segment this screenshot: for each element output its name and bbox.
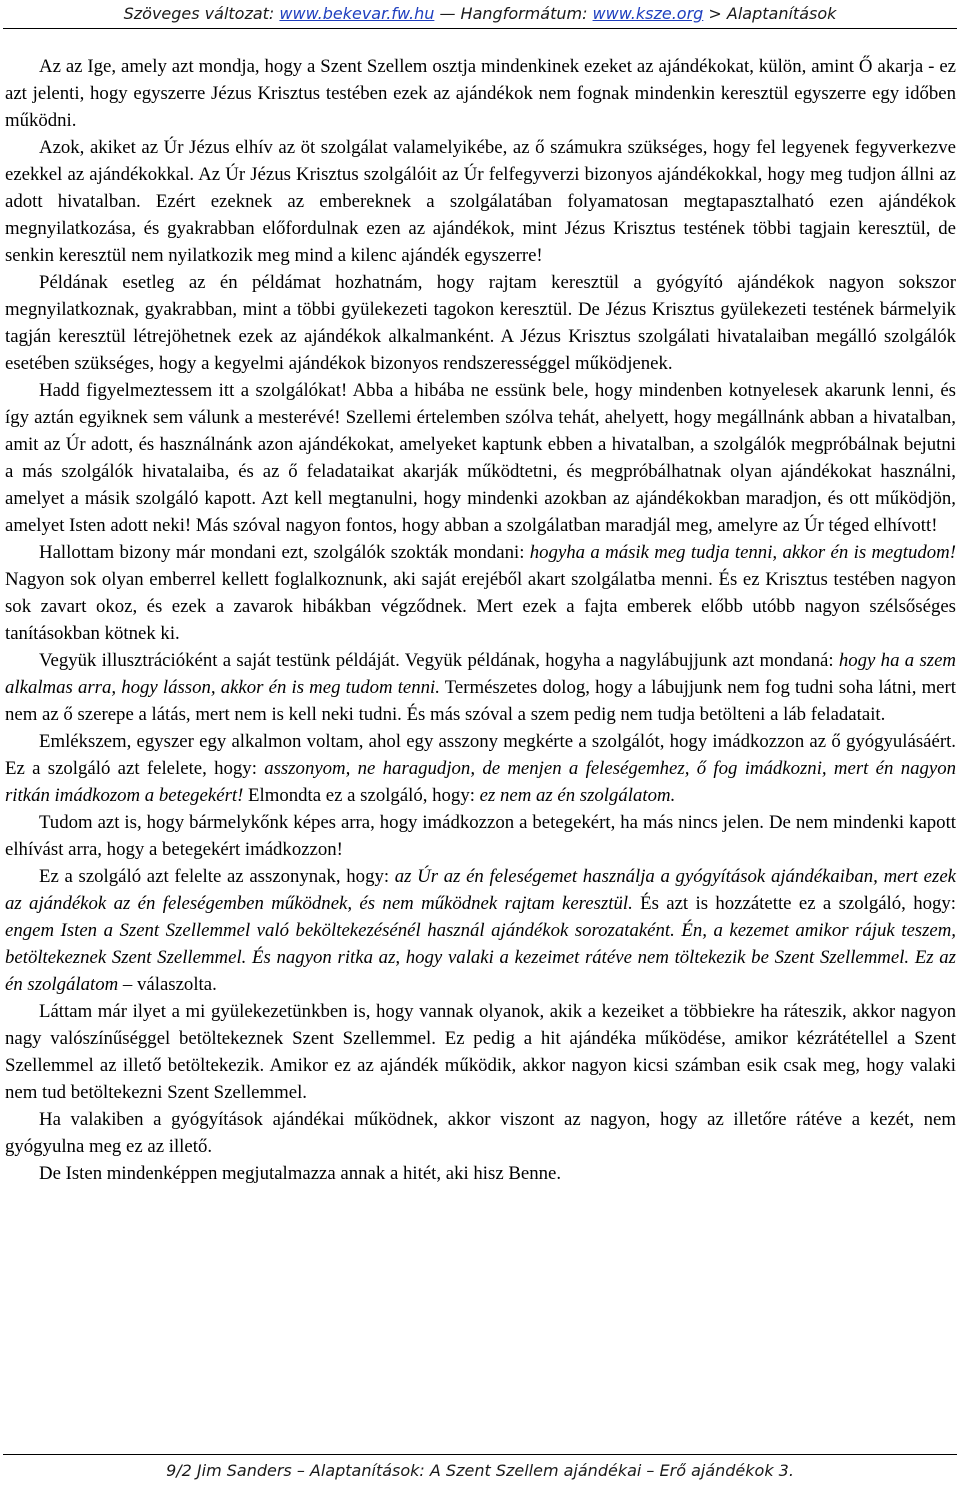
text-run: Azok, akiket az Úr Jézus elhív az öt szolgálat valamelyikébe, az ő számukra szükséges, hogy fel legyenek fegyverkezve ezekkel az ajándékokkal. Az Úr Jézus Krisztus szolgálóit az Úr felfegyverzi bizonyos ajándékokkal, hogy meg tudjon állni az adott hivatalban. Ezért ezeknek az embereknek a szolgálatában folyamatosan megtapasztalható ezen ajándékok megnyilatkozása, és gyakrabban előfordulnak ezen az ajándékok, mint Jézus Krisztus testének többi tagjain keresztül, de senkin keresztül nem nyilatkozik meg mind a kilenc ajándék egyszerre! — [5, 137, 956, 266]
italic-quote: asszonyom, ne haragudjon, de menjen a feleségemhez, ő fog imádkozni, mert én nagyon ritkán imádkozom a betegekért! — [5, 758, 956, 806]
paragraph — [5, 809, 956, 863]
header-divider — [3, 28, 957, 29]
text-run: Hadd figyelmeztessem itt a szolgálókat! Abba a hibába ne essünk bele, hogy mindenben kotnyelesek akarunk lenni, és így aztán egyiknek sem válunk a mesterévé! Szellemi értelemben szólva tehát, ahelyett, hogy megállnánk abban a hivatalban, amit az Úr adott, és használnánk azon ajándékokat, amelyeket kaptunk ebben a hivatalban, a szolgálók megpróbálnak bejutni a más szolgálók hivatalaiba, és az ő feladataikat akarják működtetni, és megpróbálhatnak olyan ajándékokat használni, amelyet a másik szolgáló kapott. Azt kell megtanulni, hogy mindenki azokban az ajándékokban maradjon, és ott működjön, amelyet Isten adott neki! Más szóval nagyon fontos, hogy abban a szolgálatban maradjál meg, amelyre az Úr téged elhívott! — [5, 380, 956, 536]
header-link-ksze[interactable]: www.ksze.org — [592, 4, 704, 23]
running-footer — [0, 1458, 960, 1484]
header-link-bekevar[interactable]: www.bekevar.fw.hu — [279, 4, 435, 23]
text-run: Nagyon sok olyan emberrel kellett foglalkoznunk, aki saját erejéből akart szolgálatba menni. És ez Krisztus testében nagyon sok zavart okoz, és ezek a zavarok hibákban végződnek. Mert ezek a fajta emberek előbb utóbb nagyon szélsőséges tanításokban kötnek ki. — [5, 569, 956, 644]
text-run: Tudom azt is, hogy bármelykőnk képes arra, hogy imádkozzon a betegekért, ha más nincs jelen. De nem mindenki kapott elhívást arra, hogy a betegekért imádkozzon! — [5, 812, 956, 860]
text-run: Példának esetleg az én példámat hozhatnám, hogy rajtam keresztül a gyógyító ajándékok nagyon sokszor megnyilatkoznak, gyakrabban, mint a többi gyülekezeti tagokon keresztül. De Jézus Krisztus gyülekezeti testének bármelyik tagján keresztül létrejöhetnek ezek az ajándékok alkalmanként. A Jézus Krisztus szolgálati hivatalaiban megálló szolgálók esetében szükséges, hogy a kegyelmi ajándékok bizonyos rendszerességgel működjenek. — [5, 272, 956, 374]
paragraph — [5, 647, 956, 728]
paragraph — [5, 998, 956, 1106]
text-run: Elmondta ez a szolgáló, hogy: — [243, 785, 480, 806]
text-run: – válaszolta. — [118, 974, 217, 995]
header-prefix: Szöveges változat: — [123, 4, 280, 23]
paragraph — [5, 539, 956, 647]
text-run: Természetes dolog, hogy a lábujjunk nem fog tudni soha látni, mert nem az ő szerepe a látás, mert nem is kell neki tudni. És más szóval a szem pedig nem tudja betölteni a láb feladatait. — [5, 677, 956, 725]
paragraph — [5, 1160, 956, 1187]
running-header — [0, 0, 960, 28]
paragraph — [5, 863, 956, 998]
italic-quote: hogyha a másik meg tudja tenni, akkor én is megtudom! — [529, 542, 956, 563]
header-suffix: > Alaptanítások — [703, 4, 837, 23]
footer-divider — [3, 1454, 957, 1455]
text-run: De Isten mindenképpen megjutalmazza annak a hitét, aki hisz Benne. — [39, 1163, 562, 1184]
paragraph — [5, 728, 956, 809]
paragraph — [5, 134, 956, 269]
paragraph — [5, 1106, 956, 1160]
footer-text: 9/2 Jim Sanders – Alaptanítások: A Szent Szellem ajándékai – Erő ajándékok 3. — [166, 1461, 794, 1480]
text-run: Ha valakiben a gyógyítások ajándékai működnek, akkor viszont az nagyon, hogy az illetőre rátéve a kezét, nem gyógyulna meg ez az illető. — [5, 1109, 956, 1157]
paragraph — [5, 269, 956, 377]
text-run: Hallottam bizony már mondani ezt, szolgálók szokták mondani: — [39, 542, 530, 563]
italic-quote: az Úr az én feleségemet használja a gyógyítások ajándékaiban, mert ezek az ajándékok az én feleségemben működnek, és nem működnek rajtam keresztül. — [5, 866, 956, 914]
text-run: Láttam már ilyet a mi gyülekezetünkben is, hogy vannak olyanok, akik a kezeiket a többiekre ha ráteszik, akkor nagyon nagy valószínűséggel betöltekeznek Szent Szellemmel. Ez pedig a hit ajándéka működése, amikor kézrátétellel a Szent Szellemmel az illető betöltekezik. Amikor ez az ajándék működik, akkor nagyon kicsi számban esik csak meg, hogy valaki nem tud betöltekezni Szent Szellemmel. — [5, 1001, 956, 1103]
paragraph — [5, 53, 956, 134]
text-run: És azt is hozzátette ez a szolgáló, hogy: — [632, 893, 956, 914]
text-run: Emlékszem, egyszer egy alkalmon voltam, ahol egy asszony megkérte a szolgálót, hogy imádkozzon az ő gyógyulásáért. Ez a szolgáló azt felelete, hogy: — [5, 731, 956, 779]
text-run: Ez a szolgáló azt felelte az asszonynak, hogy: — [39, 866, 395, 887]
text-run: Az az Ige, amely azt mondja, hogy a Szent Szellem osztja mindenkinek ezeket az ajándékokat, külön, amint Ő akarja - ez azt jelenti, hogy egyszerre Jézus Krisztus testében ezek az ajándékok nem fognak mindenkin keresztül egyszerre egy időben működni. — [5, 56, 956, 131]
body-text — [5, 53, 956, 1187]
header-middle: — Hangformátum: — [434, 4, 593, 23]
italic-quote: hogy ha a szem alkalmas arra, hogy lásson, akkor én is meg tudom tenni. — [5, 650, 956, 698]
paragraph — [5, 377, 956, 539]
italic-quote: engem Isten a Szent Szellemmel való beköltekezésénél használ ajándékok sorozataként. Én, a kezemet amikor rájuk teszem, betöltekeznek Szent Szellemmel. És nagyon ritka az, hogy valaki a kezeimet rátéve nem töltekezik be Szent Szellemmel. Ez az én szolgálatom — [5, 920, 956, 995]
text-run: Vegyük illusztrációként a saját testünk példáját. Vegyük példának, hogyha a nagylábujjunk azt mondaná: — [39, 650, 839, 671]
italic-quote: ez nem az én szolgálatom. — [479, 785, 676, 806]
